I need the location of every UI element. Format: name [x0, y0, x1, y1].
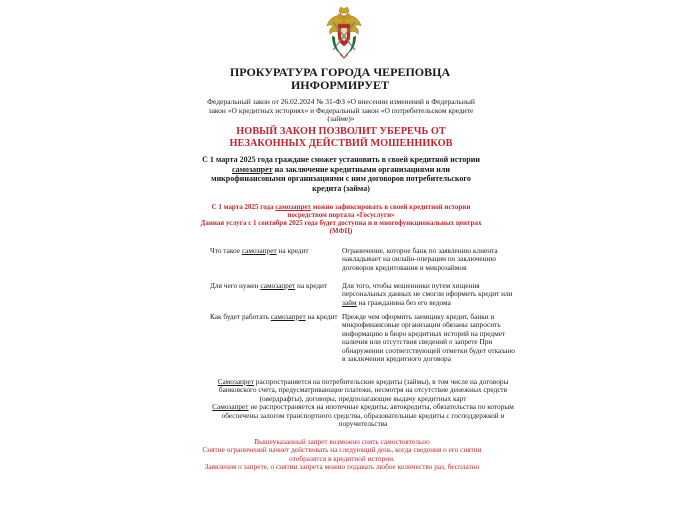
notice-line-2: Данная услуга с 1 сентября 2025 года будет доступна и в многофункциональных центрах (МФЦ) — [200, 219, 482, 235]
qa-question-2-before: Для чего нужен — [210, 281, 261, 290]
prosecutor-emblem-icon — [324, 6, 364, 60]
footer-line-3: Заявления о запрете, о снятии запрета можно подавать любое количество раз, бесплатно — [204, 462, 480, 472]
qa-question-2-after: на кредит — [295, 281, 328, 290]
scope-paragraph-1 — [202, 378, 524, 403]
qa-answer-2-before: Для того, чтобы мошенники путем хищения персональных данных не смогли оформить кредит или — [342, 281, 513, 299]
footer-notice — [200, 438, 484, 472]
title-line-2: ИНФОРМИРУЕТ — [290, 78, 390, 92]
lead-after: на заключение кредитными организациями или микрофинансовыми организациями с ним договоров потребительского кредита (займа) — [211, 164, 471, 193]
qa-answer-2-keyword: займ — [342, 297, 357, 307]
page-title — [170, 66, 510, 92]
qa-question-1-after: на кредит — [276, 246, 309, 255]
qa-answer-1: Ограничение, которое банк по заявлению клиента накладывает на онлайн-операции по заключению договоров кредитования и микрозаймов — [342, 246, 498, 272]
footer-line-1: Вышеуказанный запрет возможно снять самостоятельно — [254, 437, 430, 446]
qa-question-3-before: Как будет работать — [210, 312, 271, 321]
footer-line-2: Снятие ограничений начнет действовать на следующий день, когда сведения о его снятии отобразятся в кредитной истории. — [202, 445, 482, 463]
qa-question-3-keyword: самозапрет — [270, 312, 306, 321]
headline: НОВЫЙ ЗАКОН ПОЗВОЛИТ УБЕРЕЧЬ ОТ НЕЗАКОННЫХ ДЕЙСТВИЙ МОШЕННИКОВ — [229, 126, 453, 149]
qa-question-3 — [210, 313, 340, 321]
notice-line-1-before: С 1 марта 2025 года — [211, 203, 276, 211]
qa-question-1-keyword: самозапрет — [241, 246, 277, 255]
notice-block — [195, 203, 487, 235]
lead-paragraph — [197, 155, 485, 193]
qa-answer-2 — [342, 282, 520, 307]
qa-question-1 — [210, 247, 340, 255]
scope-1-keyword: Самозапрет — [217, 377, 254, 386]
scope-2-rest: не распространяется на ипотечные кредиты, автокредиты, обязательства по которым обеспечены залогом транспортного средства, образовательные кредиты с господдержкой и поручительства — [221, 402, 514, 429]
qa-answer-3: Прежде чем оформить заемщику кредит, банки и микрофинансовые организации обязаны запросить информацию в бюро кредитных историй на предмет наличия или отсутствия сведений о запрете При обнаружении соответствующей отметки будет отказано в заключении кредитного договора — [342, 312, 515, 364]
notice-line-1-after: можно зафиксировать в своей кредитной истории посредством портала «Госуслуги» — [287, 203, 471, 219]
scope-2-keyword: Самозапрет — [212, 402, 249, 412]
lead-keyword: самозапрет — [231, 164, 273, 174]
law-reference: Федеральный закон от 26.02.2024 № 31-ФЗ «О внесении изменений в Федеральный закон «О кредитных историях» и Федеральный закон «О потребительском кредите (займе)» — [207, 97, 475, 124]
qa-question-2 — [210, 282, 340, 290]
scope-paragraph-2 — [202, 403, 524, 428]
qa-question-2-keyword: самозапрет — [260, 281, 296, 290]
scope-block — [202, 378, 524, 428]
lead-before: С 1 марта 2025 года граждане сможет установить в своей кредитной истории — [202, 155, 480, 164]
notice-line-1 — [195, 203, 487, 219]
scope-1-rest: распространяется на потребительские кредиты (займы), в том числе на договоры банковского счета, предусматривающие платежи, несмотря на отсутствие денежных средств (овердрафты), договоры, предполагающие выдачу кредитных карт — [218, 377, 509, 403]
qa-question-3-after: на кредит — [305, 312, 338, 321]
qa-question-1-before: Что такое — [210, 246, 242, 255]
qa-answer-2-after: на гражданина без его ведома — [356, 297, 451, 307]
notice-keyword: самозапрет — [275, 203, 311, 211]
title-line-1: ПРОКУРАТУРА ГОРОДА ЧЕРЕПОВЦА — [229, 65, 451, 79]
